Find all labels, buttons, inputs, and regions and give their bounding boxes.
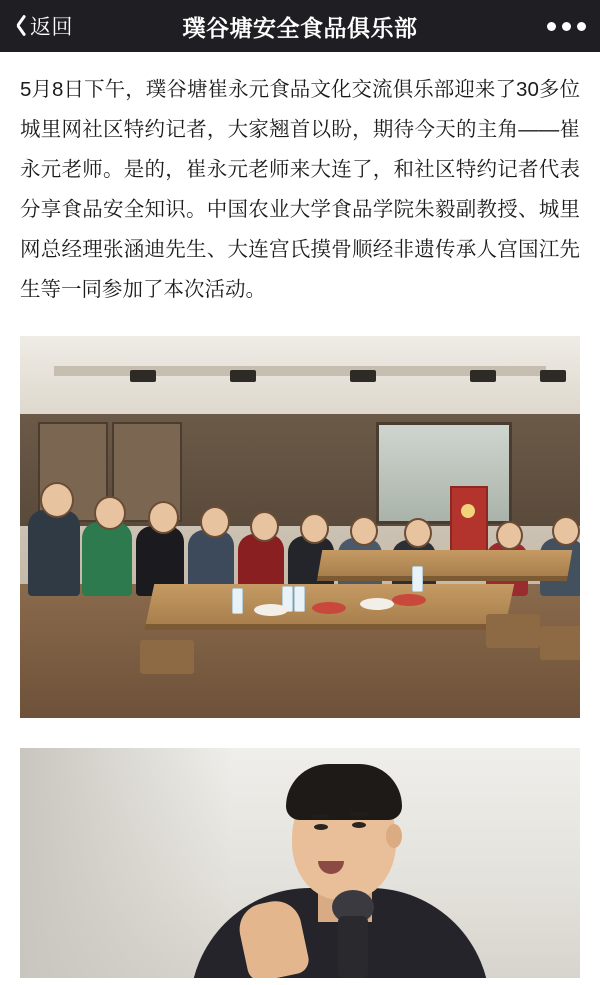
audience-person-head (200, 506, 230, 538)
speaker-eyebrow (312, 814, 330, 818)
speaker-eyebrow (350, 812, 368, 816)
ceiling (20, 336, 580, 416)
back-button[interactable] (0, 11, 73, 41)
background-shadow (20, 748, 233, 978)
speaker-portrait-photo-image (20, 748, 580, 978)
more-dots-icon (562, 22, 571, 31)
water-bottle (294, 586, 305, 612)
speaker-portrait-photo (20, 748, 580, 978)
meeting-room-photo-image (20, 336, 580, 718)
wooden-stool (486, 614, 540, 648)
audience-person-head (496, 521, 523, 550)
ceiling-light (130, 370, 156, 382)
page-title: 璞谷塘安全食品俱乐部 (182, 14, 418, 41)
audience-person-head (94, 496, 126, 530)
wooden-stool (540, 626, 580, 660)
ceiling-light (470, 370, 496, 382)
more-dots-icon (577, 22, 586, 31)
plate (254, 604, 288, 616)
speaker-eye (352, 822, 366, 828)
audience-person (28, 510, 80, 596)
article-content (0, 52, 600, 978)
fruit-plate (312, 602, 346, 614)
audience-person-head (250, 511, 279, 542)
more-dots-icon (547, 22, 556, 31)
article-paragraph: 5月8日下午，璞谷塘崔永元食品文化交流俱乐部迎来了30多位城里网社区特约记者，大家翘首以盼，期待今天的主角——崔永元老师。是的，崔永元老师来大连了，和社区特约记者代表分享食品安全知识。中国农业大学食品学院朱毅副教授、城里网总经理张涵迪先生、大连宫氏摸骨顺经非遗传承人宫国江先生等一同参加了本次活动。 (20, 78, 580, 301)
water-bottle (412, 566, 423, 592)
audience-person-head (148, 501, 179, 534)
back-button-label: 返回 (30, 16, 73, 39)
chevron-left-icon (10, 13, 26, 39)
audience-person-head (552, 516, 580, 546)
audience-person-head (300, 513, 329, 544)
top-navigation-bar (0, 0, 600, 52)
audience-person-head (404, 518, 432, 548)
more-options-button[interactable] (547, 0, 586, 52)
speaker-eye (314, 824, 328, 830)
speaker-hair (286, 764, 402, 820)
fruit-plate (392, 594, 426, 606)
audience-group (20, 486, 580, 596)
audience-person-head (40, 482, 74, 518)
water-bottle (232, 588, 243, 614)
meeting-room-photo (20, 336, 580, 718)
microphone-body (338, 916, 368, 978)
plate (360, 598, 394, 610)
ceiling-light (230, 370, 256, 382)
ceiling-light (350, 370, 376, 382)
wooden-stool (140, 640, 194, 674)
long-table-back (318, 550, 573, 576)
ceiling-light (540, 370, 566, 382)
speaker-ear (386, 824, 402, 848)
audience-person-head (350, 516, 378, 546)
audience-person (82, 522, 132, 596)
